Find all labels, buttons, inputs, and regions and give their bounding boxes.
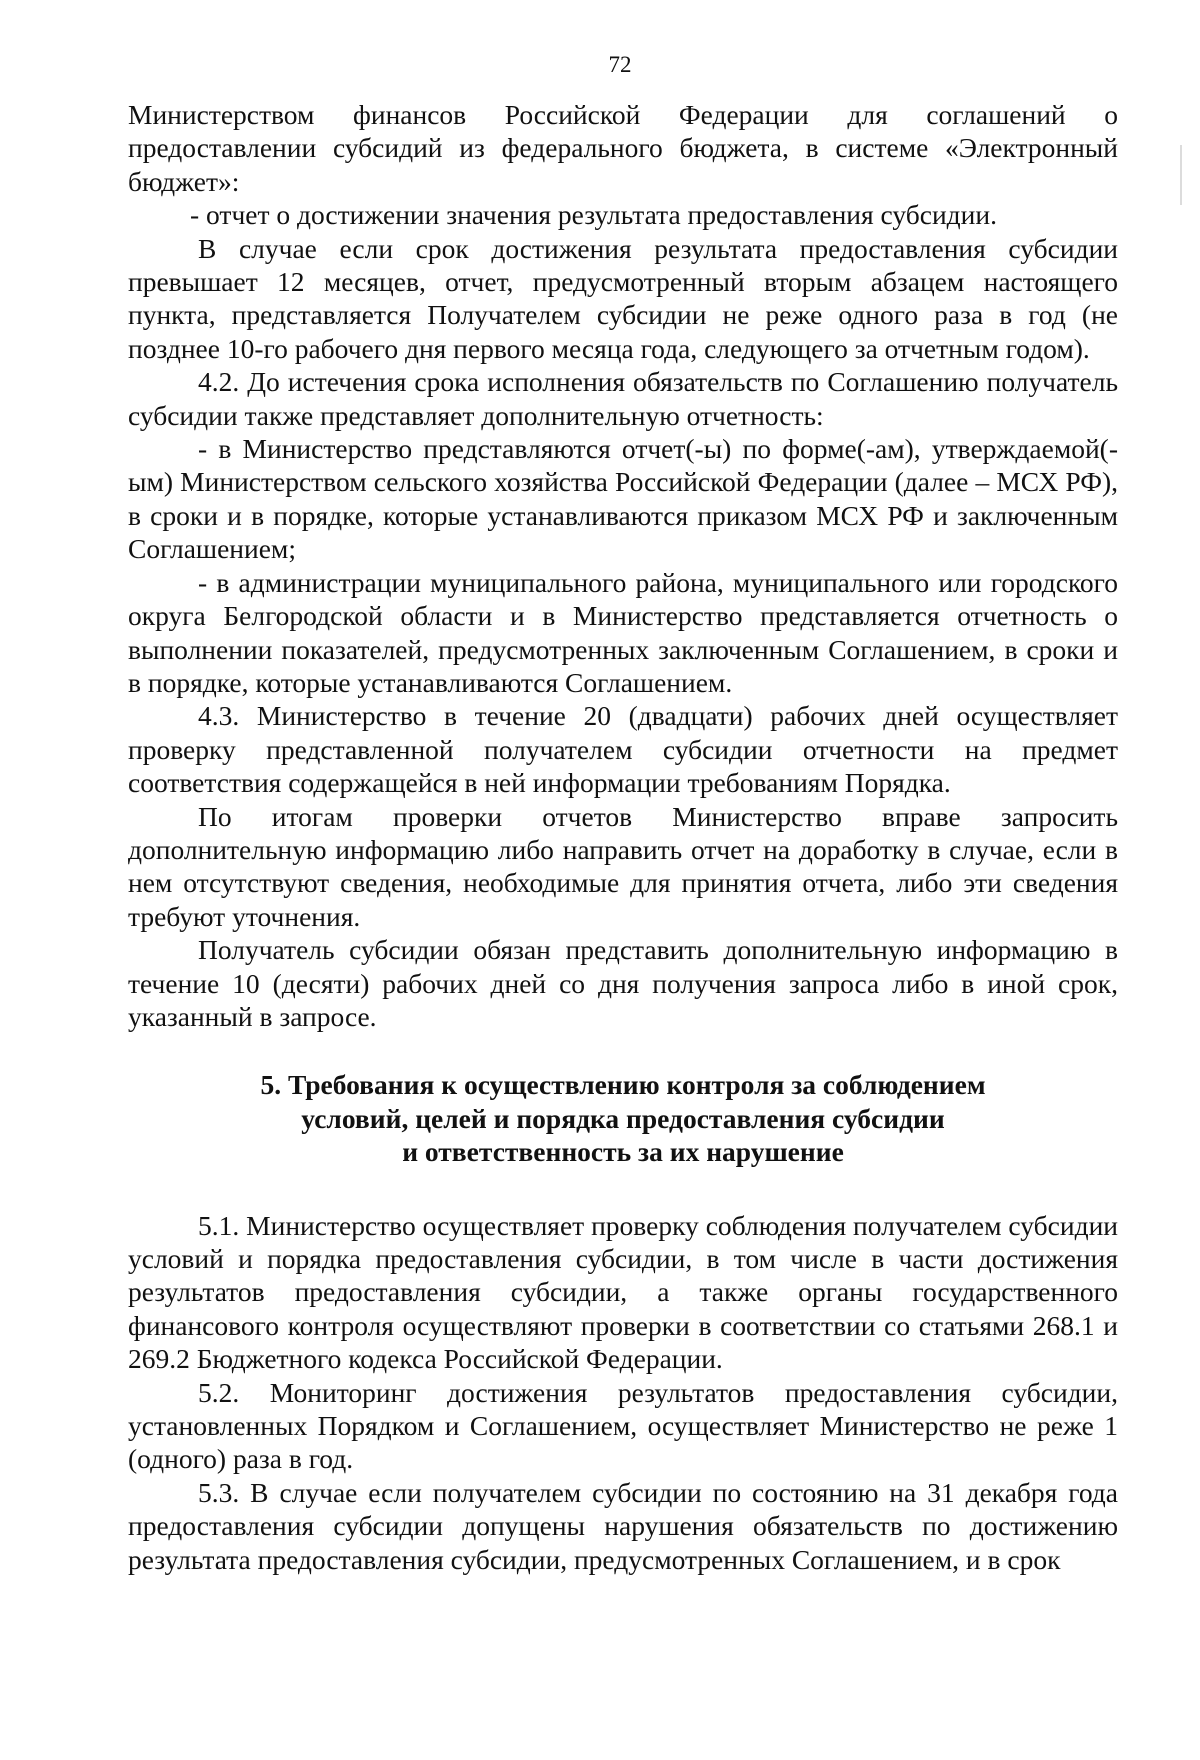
section-heading-line: 5. Требования к осуществлению контроля за соблюдением [260, 1069, 986, 1101]
paragraph: Министерством финансов Российской Федерации для соглашений о предоставлении субсидий из федерального бюджета, в системе «Электронный бюджет»: [128, 99, 1118, 197]
paragraph: 4.2. До истечения срока исполнения обязательств по Соглашению получатель субсидии также представляет дополнительную отчетность: [128, 366, 1118, 431]
paragraph: - отчет о достижении значения результата предоставления субсидии. [190, 199, 997, 231]
section-heading-line: условий, целей и порядка предоставления субсидии [301, 1102, 945, 1134]
paragraph: 4.3. Министерство в течение 20 (двадцати) рабочих дней осуществляет проверку представленной получателем субсидии отчетности на предмет соответствия содержащейся в ней информации требованиям Порядка. [128, 700, 1118, 799]
paragraph: 5.3. В случае если получателем субсидии по состоянию на 31 декабря года предоставления субсидии допущены нарушения обязательств по достижению результата предоставления субсидии, предусмотренных Соглашением, и в срок [128, 1476, 1118, 1575]
paragraph: По итогам проверки отчетов Министерство вправе запросить дополнительную информацию либо направить отчет на доработку в случае, если в нем отсутствуют сведения, необходимые для принятия отчета, либо эти сведения требуют уточнения. [128, 800, 1118, 932]
page-number: 72 [608, 52, 632, 77]
section-heading-line: и ответственность за их нарушение [402, 1136, 844, 1168]
paragraph: - в Министерство представляются отчет(-ы) по форме(-ам), утверждаемой(-ым) Министерством сельского хозяйства Российской Федерации (далее – МСХ РФ), в сроки и в порядке, которые устанавливаются приказом МСХ РФ и заключенным Соглашением; [128, 433, 1118, 565]
section-heading [128, 1068, 1118, 1168]
scan-artifact [1180, 145, 1182, 205]
paragraph: Получатель субсидии обязан представить дополнительную информацию в течение 10 (десяти) рабочих дней со дня получения запроса либо в иной срок, указанный в запросе. [128, 934, 1118, 1032]
paragraph: 5.2. Мониторинг достижения результатов предоставления субсидии, установленных Порядком и Соглашением, осуществляет Министерство не реже 1 (одного) раза в год. [128, 1376, 1118, 1475]
document-body [128, 98, 1118, 1576]
paragraph: - в администрации муниципального района, муниципального или городского округа Белгородской области и в Министерство представляется отчетность о выполнении показателей, предусмотренных заключенным Соглашением, в сроки и в порядке, которые устанавливаются Соглашением. [128, 566, 1118, 698]
paragraph: В случае если срок достижения результата предоставления субсидии превышает 12 месяцев, отчет, предусмотренный вторым абзацем настоящего пункта, представляется Получателем субсидии не реже одного раза в год (не позднее 10-го рабочего дня первого месяца года, следующего за отчетным годом). [128, 232, 1118, 364]
paragraph: 5.1. Министерство осуществляет проверку соблюдения получателем субсидии условий и порядка предоставления субсидии, в том числе в части достижения результатов предоставления субсидии, а также органы государственного финансового контроля осуществляют проверки в соответствии со статьями 268.1 и 269.2 Бюджетного кодекса Российской Федерации. [128, 1209, 1118, 1375]
